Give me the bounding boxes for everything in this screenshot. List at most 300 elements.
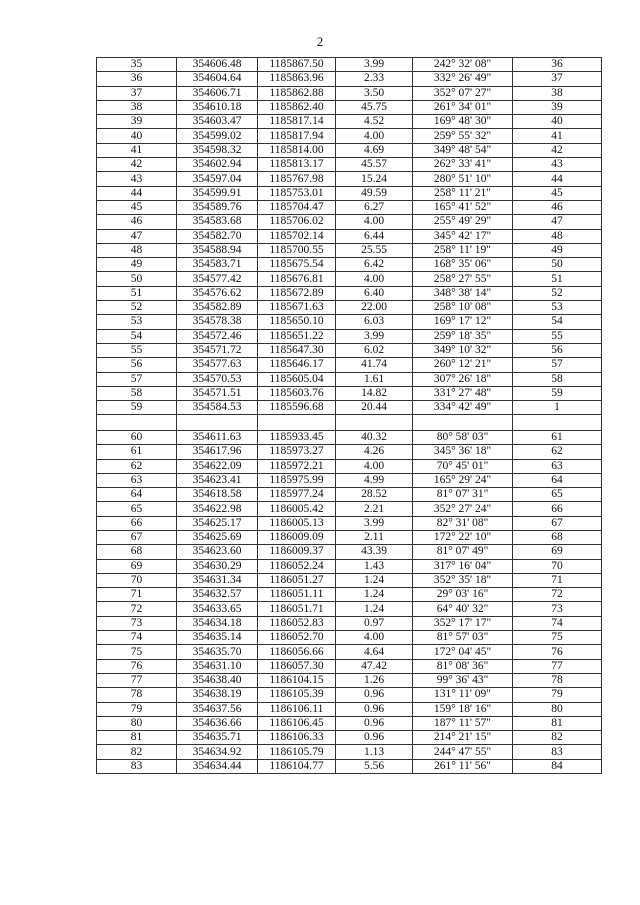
next-point-cell: 43 <box>513 158 602 172</box>
direction-angle-cell: 261° 34' 01" <box>413 100 513 114</box>
x-coordinate-cell: 354576.62 <box>177 286 258 300</box>
length-cell: 20.44 <box>336 401 413 415</box>
direction-angle-cell: 259° 18' 35" <box>413 329 513 343</box>
y-coordinate-cell: 1185817.14 <box>258 115 336 129</box>
x-coordinate-cell: 354635.70 <box>177 645 258 659</box>
next-point-cell: 46 <box>513 200 602 214</box>
table-row <box>97 172 602 186</box>
next-point-cell: 62 <box>513 445 602 459</box>
point-number-cell: 78 <box>97 688 177 702</box>
direction-angle-cell: 165° 41' 52" <box>413 200 513 214</box>
table-spacer-row <box>97 415 602 431</box>
length-cell: 4.00 <box>336 215 413 229</box>
next-point-cell: 41 <box>513 129 602 143</box>
length-cell: 41.74 <box>336 358 413 372</box>
table-row <box>97 301 602 315</box>
next-point-cell <box>513 415 602 431</box>
y-coordinate-cell: 1186005.13 <box>258 516 336 530</box>
point-number-cell: 36 <box>97 72 177 86</box>
point-number-cell: 73 <box>97 616 177 630</box>
point-number-cell: 56 <box>97 358 177 372</box>
table-row <box>97 158 602 172</box>
table-row <box>97 115 602 129</box>
y-coordinate-cell: 1185933.45 <box>258 430 336 444</box>
point-number-cell: 60 <box>97 430 177 444</box>
table-row <box>97 531 602 545</box>
y-coordinate-cell: 1185646.17 <box>258 358 336 372</box>
table-row <box>97 702 602 716</box>
point-number-cell: 51 <box>97 286 177 300</box>
next-point-cell: 73 <box>513 602 602 616</box>
point-number-cell: 70 <box>97 573 177 587</box>
x-coordinate-cell: 354606.71 <box>177 86 258 100</box>
y-coordinate-cell: 1186057.30 <box>258 659 336 673</box>
point-number-cell: 50 <box>97 272 177 286</box>
x-coordinate-cell: 354602.94 <box>177 158 258 172</box>
y-coordinate-cell: 1185977.24 <box>258 488 336 502</box>
length-cell: 2.21 <box>336 502 413 516</box>
x-coordinate-cell: 354599.02 <box>177 129 258 143</box>
next-point-cell: 80 <box>513 702 602 716</box>
point-number-cell: 49 <box>97 258 177 272</box>
direction-angle-cell: 172° 22' 10" <box>413 531 513 545</box>
direction-angle-cell: 258° 27' 55" <box>413 272 513 286</box>
table-row <box>97 186 602 200</box>
x-coordinate-cell: 354634.18 <box>177 616 258 630</box>
y-coordinate-cell: 1186052.24 <box>258 559 336 573</box>
x-coordinate-cell: 354635.71 <box>177 731 258 745</box>
table-row <box>97 100 602 114</box>
direction-angle-cell: 332° 26' 49" <box>413 72 513 86</box>
direction-angle-cell: 64° 40' 32" <box>413 602 513 616</box>
point-number-cell: 59 <box>97 401 177 415</box>
length-cell: 0.96 <box>336 731 413 745</box>
y-coordinate-cell: 1185767.98 <box>258 172 336 186</box>
x-coordinate-cell: 354633.65 <box>177 602 258 616</box>
direction-angle-cell: 334° 42' 49" <box>413 401 513 415</box>
point-number-cell: 81 <box>97 731 177 745</box>
point-number-cell: 65 <box>97 502 177 516</box>
x-coordinate-cell: 354610.18 <box>177 100 258 114</box>
point-number-cell: 47 <box>97 229 177 243</box>
y-coordinate-cell: 1185672.89 <box>258 286 336 300</box>
next-point-cell: 67 <box>513 516 602 530</box>
next-point-cell: 36 <box>513 58 602 72</box>
point-number-cell: 35 <box>97 58 177 72</box>
table-row <box>97 445 602 459</box>
x-coordinate-cell: 354618.58 <box>177 488 258 502</box>
x-coordinate-cell: 354571.72 <box>177 343 258 357</box>
length-cell: 1.26 <box>336 673 413 687</box>
x-coordinate-cell: 354630.29 <box>177 559 258 573</box>
next-point-cell: 57 <box>513 358 602 372</box>
length-cell: 3.50 <box>336 86 413 100</box>
x-coordinate-cell: 354577.63 <box>177 358 258 372</box>
next-point-cell: 83 <box>513 745 602 759</box>
length-cell: 14.82 <box>336 386 413 400</box>
length-cell: 1.24 <box>336 573 413 587</box>
length-cell: 0.96 <box>336 702 413 716</box>
y-coordinate-cell: 1185813.17 <box>258 158 336 172</box>
x-coordinate-cell: 354582.89 <box>177 301 258 315</box>
point-number-cell: 75 <box>97 645 177 659</box>
x-coordinate-cell: 354571.51 <box>177 386 258 400</box>
direction-angle-cell: 349° 10' 32" <box>413 343 513 357</box>
x-coordinate-cell: 354622.09 <box>177 459 258 473</box>
point-number-cell: 57 <box>97 372 177 386</box>
x-coordinate-cell: 354631.34 <box>177 573 258 587</box>
next-point-cell: 40 <box>513 115 602 129</box>
table-row <box>97 86 602 100</box>
x-coordinate-cell: 354623.41 <box>177 473 258 487</box>
table-row <box>97 659 602 673</box>
x-coordinate-cell: 354584.53 <box>177 401 258 415</box>
y-coordinate-cell: 1185676.81 <box>258 272 336 286</box>
y-coordinate-cell: 1185700.55 <box>258 243 336 257</box>
table-row <box>97 343 602 357</box>
length-cell: 6.03 <box>336 315 413 329</box>
table-row <box>97 473 602 487</box>
table-row <box>97 200 602 214</box>
direction-angle-cell: 349° 48' 54" <box>413 143 513 157</box>
y-coordinate-cell: 1186009.09 <box>258 531 336 545</box>
length-cell: 45.75 <box>336 100 413 114</box>
table-row <box>97 386 602 400</box>
y-coordinate-cell: 1186051.27 <box>258 573 336 587</box>
point-number-cell: 42 <box>97 158 177 172</box>
length-cell <box>336 415 413 431</box>
direction-angle-cell: 307° 26' 18" <box>413 372 513 386</box>
next-point-cell: 81 <box>513 716 602 730</box>
direction-angle-cell: 70° 45' 01" <box>413 459 513 473</box>
next-point-cell: 63 <box>513 459 602 473</box>
direction-angle-cell: 352° 35' 18" <box>413 573 513 587</box>
length-cell: 1.24 <box>336 602 413 616</box>
point-number-cell: 82 <box>97 745 177 759</box>
length-cell: 2.33 <box>336 72 413 86</box>
length-cell: 3.99 <box>336 329 413 343</box>
length-cell: 4.99 <box>336 473 413 487</box>
length-cell: 22.00 <box>336 301 413 315</box>
y-coordinate-cell: 1185651.22 <box>258 329 336 343</box>
next-point-cell: 47 <box>513 215 602 229</box>
length-cell: 0.96 <box>336 716 413 730</box>
page-number: 2 <box>316 34 324 49</box>
next-point-cell: 49 <box>513 243 602 257</box>
y-coordinate-cell: 1185671.63 <box>258 301 336 315</box>
next-point-cell: 44 <box>513 172 602 186</box>
direction-angle-cell: 169° 48' 30" <box>413 115 513 129</box>
length-cell: 6.44 <box>336 229 413 243</box>
length-cell: 6.02 <box>336 343 413 357</box>
y-coordinate-cell: 1185863.96 <box>258 72 336 86</box>
length-cell: 3.99 <box>336 58 413 72</box>
direction-angle-cell: 80° 58' 03" <box>413 430 513 444</box>
next-point-cell: 45 <box>513 186 602 200</box>
x-coordinate-cell: 354583.71 <box>177 258 258 272</box>
x-coordinate-cell: 354622.98 <box>177 502 258 516</box>
direction-angle-cell: 259° 55' 32" <box>413 129 513 143</box>
table-row <box>97 358 602 372</box>
point-number-cell: 43 <box>97 172 177 186</box>
direction-angle-cell: 244° 47' 55" <box>413 745 513 759</box>
length-cell: 4.52 <box>336 115 413 129</box>
next-point-cell: 51 <box>513 272 602 286</box>
length-cell: 4.69 <box>336 143 413 157</box>
direction-angle-cell: 242° 32' 08" <box>413 58 513 72</box>
y-coordinate-cell: 1186106.45 <box>258 716 336 730</box>
x-coordinate-cell: 354634.44 <box>177 759 258 773</box>
y-coordinate-cell: 1186106.33 <box>258 731 336 745</box>
next-point-cell: 52 <box>513 286 602 300</box>
point-number-cell: 83 <box>97 759 177 773</box>
table-row <box>97 673 602 687</box>
table-row <box>97 143 602 157</box>
table-row <box>97 372 602 386</box>
y-coordinate-cell: 1185973.27 <box>258 445 336 459</box>
coordinates-table <box>96 57 602 774</box>
x-coordinate-cell: 354572.46 <box>177 329 258 343</box>
table-row <box>97 272 602 286</box>
next-point-cell: 64 <box>513 473 602 487</box>
next-point-cell: 59 <box>513 386 602 400</box>
length-cell: 6.42 <box>336 258 413 272</box>
next-point-cell: 54 <box>513 315 602 329</box>
next-point-cell: 78 <box>513 673 602 687</box>
x-coordinate-cell: 354589.76 <box>177 200 258 214</box>
next-point-cell: 68 <box>513 531 602 545</box>
point-number-cell: 53 <box>97 315 177 329</box>
direction-angle-cell: 159° 18' 16" <box>413 702 513 716</box>
length-cell: 4.64 <box>336 645 413 659</box>
point-number-cell: 67 <box>97 531 177 545</box>
table-row <box>97 129 602 143</box>
point-number-cell: 80 <box>97 716 177 730</box>
x-coordinate-cell: 354632.57 <box>177 588 258 602</box>
point-number-cell: 39 <box>97 115 177 129</box>
x-coordinate-cell: 354597.04 <box>177 172 258 186</box>
y-coordinate-cell: 1186005.42 <box>258 502 336 516</box>
point-number-cell: 76 <box>97 659 177 673</box>
direction-angle-cell: 82° 31' 08" <box>413 516 513 530</box>
direction-angle-cell: 81° 08' 36" <box>413 659 513 673</box>
direction-angle-cell: 131° 11' 09" <box>413 688 513 702</box>
point-number-cell: 68 <box>97 545 177 559</box>
next-point-cell: 39 <box>513 100 602 114</box>
length-cell: 40.32 <box>336 430 413 444</box>
next-point-cell: 69 <box>513 545 602 559</box>
table-row <box>97 602 602 616</box>
x-coordinate-cell: 354603.47 <box>177 115 258 129</box>
y-coordinate-cell: 1185753.01 <box>258 186 336 200</box>
length-cell: 47.42 <box>336 659 413 673</box>
y-coordinate-cell: 1185862.88 <box>258 86 336 100</box>
y-coordinate-cell: 1185972.21 <box>258 459 336 473</box>
y-coordinate-cell: 1186106.11 <box>258 702 336 716</box>
x-coordinate-cell: 354588.94 <box>177 243 258 257</box>
point-number-cell: 62 <box>97 459 177 473</box>
table-row <box>97 58 602 72</box>
direction-angle-cell: 260° 12' 21" <box>413 358 513 372</box>
length-cell: 28.52 <box>336 488 413 502</box>
x-coordinate-cell <box>177 415 258 431</box>
y-coordinate-cell: 1186104.15 <box>258 673 336 687</box>
y-coordinate-cell: 1185862.40 <box>258 100 336 114</box>
table-row <box>97 631 602 645</box>
point-number-cell: 40 <box>97 129 177 143</box>
table-row <box>97 616 602 630</box>
x-coordinate-cell: 354583.68 <box>177 215 258 229</box>
x-coordinate-cell: 354578.38 <box>177 315 258 329</box>
table-row <box>97 559 602 573</box>
direction-angle-cell: 214° 21' 15" <box>413 731 513 745</box>
direction-angle-cell: 345° 42' 17" <box>413 229 513 243</box>
table-row <box>97 329 602 343</box>
y-coordinate-cell: 1185975.99 <box>258 473 336 487</box>
direction-angle-cell: 331° 27' 48" <box>413 386 513 400</box>
y-coordinate-cell: 1185647.30 <box>258 343 336 357</box>
point-number-cell <box>97 415 177 431</box>
y-coordinate-cell: 1186052.83 <box>258 616 336 630</box>
table-row <box>97 759 602 773</box>
length-cell: 0.96 <box>336 688 413 702</box>
x-coordinate-cell: 354606.48 <box>177 58 258 72</box>
length-cell: 43.39 <box>336 545 413 559</box>
y-coordinate-cell: 1185605.04 <box>258 372 336 386</box>
table-row <box>97 72 602 86</box>
x-coordinate-cell: 354577.42 <box>177 272 258 286</box>
table-row <box>97 716 602 730</box>
length-cell: 4.00 <box>336 129 413 143</box>
direction-angle-cell: 258° 11' 21" <box>413 186 513 200</box>
x-coordinate-cell: 354617.96 <box>177 445 258 459</box>
point-number-cell: 58 <box>97 386 177 400</box>
direction-angle-cell: 352° 27' 24" <box>413 502 513 516</box>
point-number-cell: 74 <box>97 631 177 645</box>
table-row <box>97 286 602 300</box>
next-point-cell: 53 <box>513 301 602 315</box>
direction-angle-cell: 99° 36' 43" <box>413 673 513 687</box>
direction-angle-cell: 165° 29' 24" <box>413 473 513 487</box>
point-number-cell: 45 <box>97 200 177 214</box>
point-number-cell: 48 <box>97 243 177 257</box>
next-point-cell: 42 <box>513 143 602 157</box>
x-coordinate-cell: 354637.56 <box>177 702 258 716</box>
direction-angle-cell: 169° 17' 12" <box>413 315 513 329</box>
next-point-cell: 77 <box>513 659 602 673</box>
direction-angle-cell: 317° 16' 04" <box>413 559 513 573</box>
point-number-cell: 69 <box>97 559 177 573</box>
y-coordinate-cell: 1185817.94 <box>258 129 336 143</box>
x-coordinate-cell: 354582.70 <box>177 229 258 243</box>
y-coordinate-cell: 1185675.54 <box>258 258 336 272</box>
x-coordinate-cell: 354634.92 <box>177 745 258 759</box>
table-row <box>97 243 602 257</box>
next-point-cell: 48 <box>513 229 602 243</box>
next-point-cell: 55 <box>513 329 602 343</box>
length-cell: 1.61 <box>336 372 413 386</box>
next-point-cell: 37 <box>513 72 602 86</box>
y-coordinate-cell: 1186105.79 <box>258 745 336 759</box>
y-coordinate-cell: 1185603.76 <box>258 386 336 400</box>
table-row <box>97 731 602 745</box>
point-number-cell: 63 <box>97 473 177 487</box>
point-number-cell: 71 <box>97 588 177 602</box>
table-row <box>97 258 602 272</box>
point-number-cell: 52 <box>97 301 177 315</box>
table-row <box>97 516 602 530</box>
x-coordinate-cell: 354635.14 <box>177 631 258 645</box>
table-row <box>97 588 602 602</box>
table-row <box>97 573 602 587</box>
next-point-cell: 76 <box>513 645 602 659</box>
next-point-cell: 56 <box>513 343 602 357</box>
direction-angle-cell: 262° 33' 41" <box>413 158 513 172</box>
y-coordinate-cell: 1186056.66 <box>258 645 336 659</box>
table-row <box>97 215 602 229</box>
table-row <box>97 430 602 444</box>
direction-angle-cell: 81° 57' 03" <box>413 631 513 645</box>
table-row <box>97 488 602 502</box>
direction-angle-cell: 187° 11' 57" <box>413 716 513 730</box>
point-number-cell: 61 <box>97 445 177 459</box>
next-point-cell: 50 <box>513 258 602 272</box>
table-row <box>97 459 602 473</box>
direction-angle-cell: 172° 04' 45" <box>413 645 513 659</box>
length-cell: 0.97 <box>336 616 413 630</box>
next-point-cell: 38 <box>513 86 602 100</box>
table-row <box>97 401 602 415</box>
length-cell: 4.26 <box>336 445 413 459</box>
length-cell: 6.40 <box>336 286 413 300</box>
x-coordinate-cell: 354631.10 <box>177 659 258 673</box>
y-coordinate-cell: 1186105.39 <box>258 688 336 702</box>
length-cell: 15.24 <box>336 172 413 186</box>
x-coordinate-cell: 354599.91 <box>177 186 258 200</box>
point-number-cell: 79 <box>97 702 177 716</box>
point-number-cell: 64 <box>97 488 177 502</box>
x-coordinate-cell: 354625.17 <box>177 516 258 530</box>
length-cell: 4.00 <box>336 631 413 645</box>
length-cell: 4.00 <box>336 272 413 286</box>
direction-angle-cell: 345° 36' 18" <box>413 445 513 459</box>
y-coordinate-cell: 1186009.37 <box>258 545 336 559</box>
x-coordinate-cell: 354636.66 <box>177 716 258 730</box>
table-row <box>97 745 602 759</box>
point-number-cell: 41 <box>97 143 177 157</box>
point-number-cell: 72 <box>97 602 177 616</box>
length-cell: 6.27 <box>336 200 413 214</box>
length-cell: 2.11 <box>336 531 413 545</box>
x-coordinate-cell: 354638.40 <box>177 673 258 687</box>
table-row <box>97 645 602 659</box>
direction-angle-cell: 81° 07' 31" <box>413 488 513 502</box>
length-cell: 1.24 <box>336 588 413 602</box>
length-cell: 3.99 <box>336 516 413 530</box>
point-number-cell: 55 <box>97 343 177 357</box>
next-point-cell: 70 <box>513 559 602 573</box>
next-point-cell: 58 <box>513 372 602 386</box>
next-point-cell: 74 <box>513 616 602 630</box>
point-number-cell: 38 <box>97 100 177 114</box>
point-number-cell: 66 <box>97 516 177 530</box>
direction-angle-cell: 255° 49' 29" <box>413 215 513 229</box>
point-number-cell: 54 <box>97 329 177 343</box>
length-cell: 1.43 <box>336 559 413 573</box>
direction-angle-cell: 352° 07' 27" <box>413 86 513 100</box>
direction-angle-cell: 280° 51' 10" <box>413 172 513 186</box>
coordinates-table-body <box>97 58 602 774</box>
